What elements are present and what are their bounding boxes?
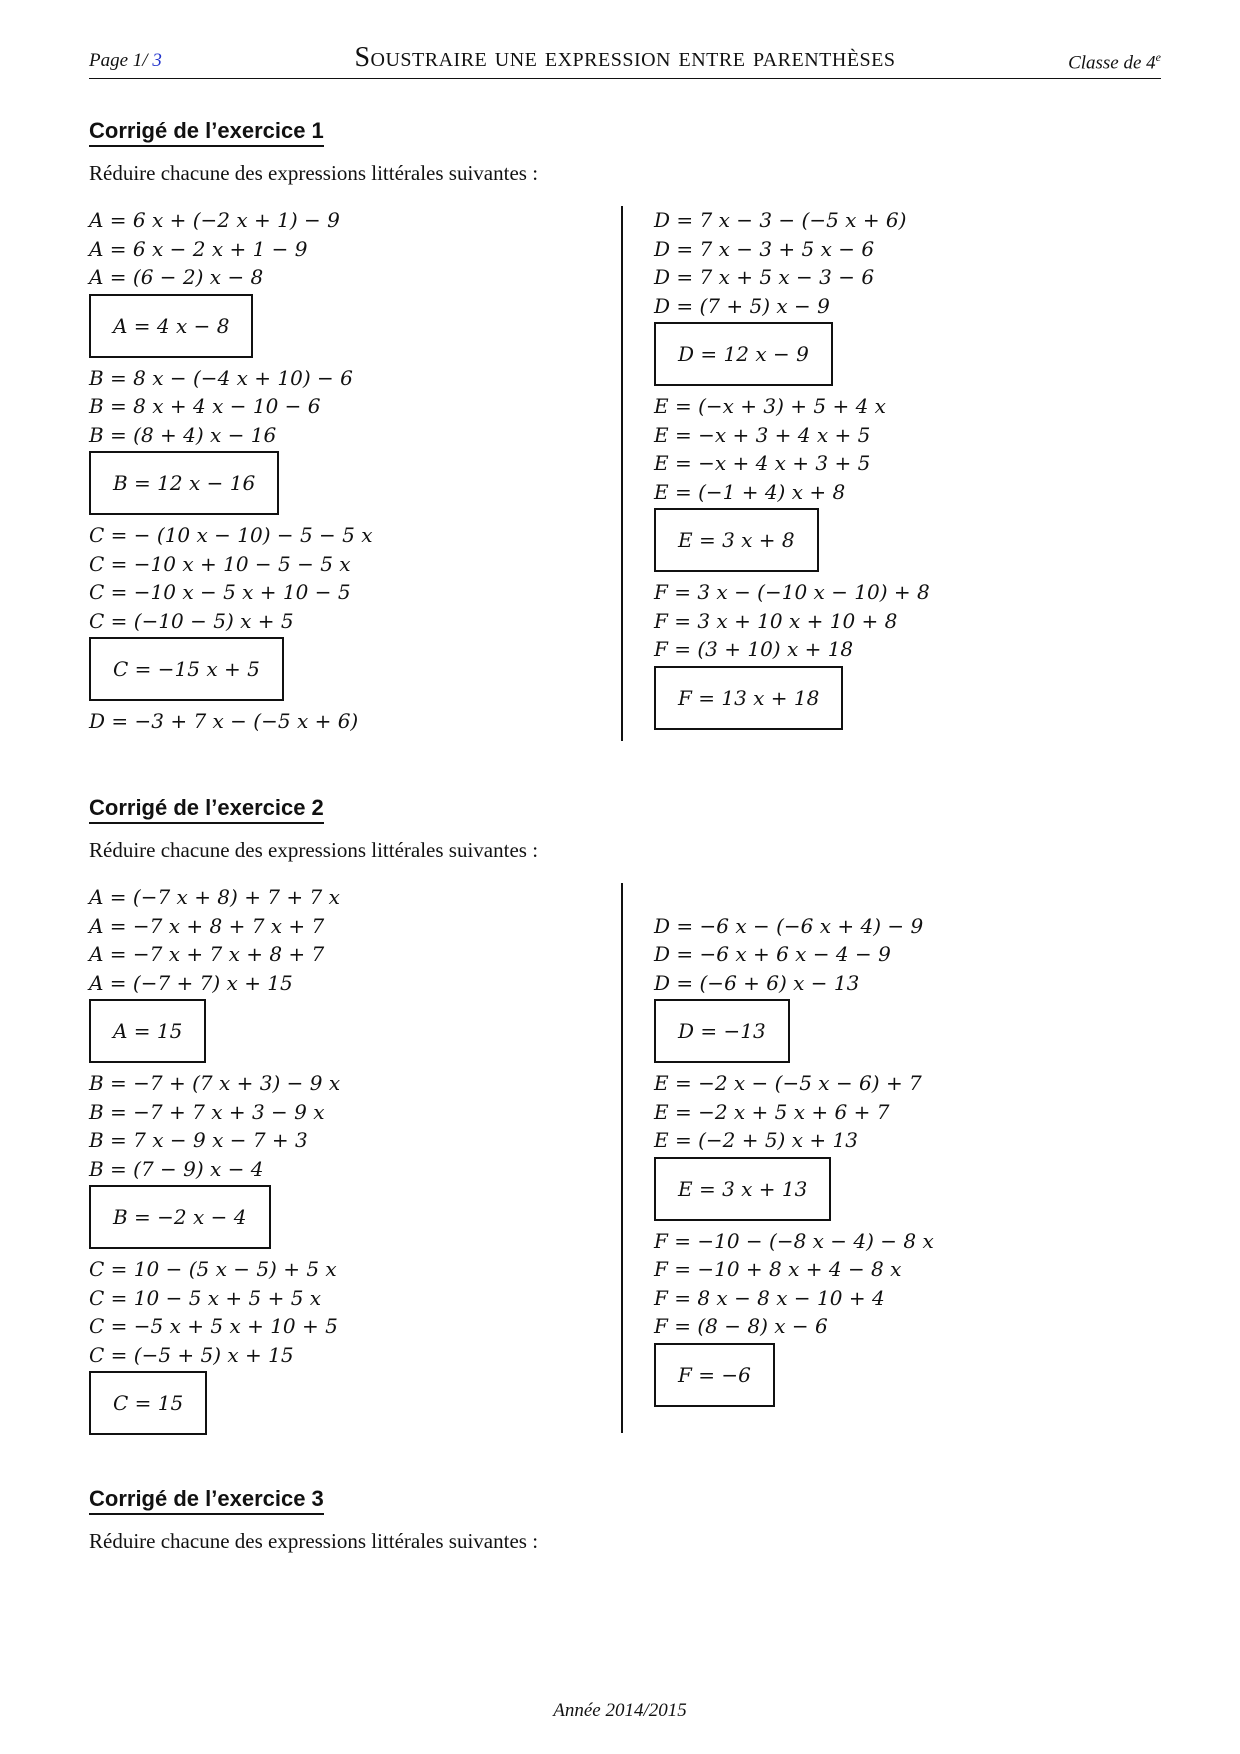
equation-line: F = 8 x − 8 x − 10 + 4 [654, 1285, 885, 1310]
class-label: Classe de 4e [1068, 50, 1161, 74]
equation-line: A = (6 − 2) x − 8 [89, 265, 264, 289]
equation-line: B = −7 + 7 x + 3 − 9 x [89, 1099, 325, 1124]
equation-line: E = (−x + 3) + 5 + 4 x [654, 394, 886, 418]
exercise-3 [89, 1486, 1161, 1554]
equation-line: B = 8 x + 4 x − 10 − 6 [89, 394, 321, 418]
equation-line: C = − (10 x − 10) − 5 − 5 x [89, 523, 373, 547]
equation-line: D = 7 x − 3 + 5 x − 6 [654, 236, 875, 261]
exercise-3-instruction: Réduire chacune des expressions littérales suivantes : [89, 1529, 539, 1553]
equation-line: C = −10 x − 5 x + 10 − 5 [89, 580, 351, 604]
equation-line: A = (−7 + 7) x + 15 [89, 970, 293, 995]
answer-box: C = 15 [89, 1371, 207, 1435]
answer-box: F = −6 [654, 1343, 775, 1407]
equation-line: F = 3 x + 10 x + 10 + 8 [654, 608, 898, 633]
equation-line: E = −2 x − (−5 x − 6) + 7 [654, 1071, 922, 1095]
equation-line: B = −7 + (7 x + 3) − 9 x [89, 1071, 341, 1095]
page-total-link[interactable]: 3 [152, 50, 162, 71]
page-header [89, 40, 1161, 79]
exercise-2-title: Corrigé de l’exercice 2 [89, 795, 324, 824]
exercise-2-right-column [654, 883, 1154, 1413]
exercise-1-right-column [654, 206, 1154, 736]
equation-line: C = (−10 − 5) x + 5 [89, 608, 294, 633]
page-footer: Année 2014/2015 [553, 1700, 687, 1721]
equation-line: F = −10 + 8 x + 4 − 8 x [654, 1257, 902, 1281]
equation-line: D = (−6 + 6) x − 13 [654, 970, 860, 995]
equation-line: A = −7 x + 7 x + 8 + 7 [89, 942, 325, 966]
answer-box: D = 12 x − 9 [654, 322, 833, 386]
exercise-1-left-column [89, 206, 589, 736]
equation-line: A = −7 x + 8 + 7 x + 7 [89, 913, 325, 938]
exercise-1 [89, 118, 1161, 733]
equation-line: C = 10 − 5 x + 5 + 5 x [89, 1285, 322, 1310]
answer-box: A = 4 x − 8 [89, 294, 253, 358]
answer-box: F = 13 x + 18 [654, 666, 843, 730]
equation-line: E = −x + 3 + 4 x + 5 [654, 422, 871, 447]
equation-line: E = (−2 + 5) x + 13 [654, 1128, 858, 1152]
column-divider [621, 206, 623, 741]
equation-line: E = −x + 4 x + 3 + 5 [654, 451, 871, 475]
answer-box: E = 3 x + 8 [654, 508, 819, 572]
equation-line: A = (−7 x + 8) + 7 + 7 x [89, 885, 340, 909]
equation-line: A = 6 x + (−2 x + 1) − 9 [89, 208, 340, 232]
equation-line: A = 6 x − 2 x + 1 − 9 [89, 236, 308, 261]
answer-box: B = −2 x − 4 [89, 1185, 271, 1249]
answer-box: E = 3 x + 13 [654, 1157, 831, 1221]
equation-line: B = 8 x − (−4 x + 10) − 6 [89, 365, 353, 390]
equation-line: D = 7 x − 3 − (−5 x + 6) [654, 208, 907, 232]
answer-box: A = 15 [89, 999, 206, 1063]
equation-line: B = (8 + 4) x − 16 [89, 422, 277, 447]
answer-box: C = −15 x + 5 [89, 637, 284, 701]
equation-line: C = −10 x + 10 − 5 − 5 x [89, 551, 351, 576]
equation-line: D = (7 + 5) x − 9 [654, 293, 830, 318]
equation-line: F = 3 x − (−10 x − 10) + 8 [654, 580, 930, 604]
equation-line: D = −6 x − (−6 x + 4) − 9 [654, 913, 924, 938]
exercise-2-instruction: Réduire chacune des expressions littérales suivantes : [89, 838, 539, 862]
equation-line: C = 10 − (5 x − 5) + 5 x [89, 1257, 337, 1281]
equation-line: F = −10 − (−8 x − 4) − 8 x [654, 1228, 934, 1253]
exercise-2 [89, 795, 1161, 1415]
exercise-3-title: Corrigé de l’exercice 3 [89, 1486, 324, 1515]
exercise-1-title: Corrigé de l’exercice 1 [89, 118, 324, 147]
equation-line: B = (7 − 9) x − 4 [89, 1156, 264, 1181]
equation-line: B = 7 x − 9 x − 7 + 3 [89, 1128, 308, 1152]
answer-box: D = −13 [654, 999, 790, 1063]
equation-line: D = 7 x + 5 x − 3 − 6 [654, 265, 875, 289]
exercise-1-instruction: Réduire chacune des expressions littérales suivantes : [89, 161, 539, 185]
equation-line: F = (8 − 8) x − 6 [654, 1314, 828, 1338]
equation-line: F = (3 + 10) x + 18 [654, 637, 854, 661]
answer-box: B = 12 x − 16 [89, 451, 279, 515]
equation-line: D = −6 x + 6 x − 4 − 9 [654, 942, 891, 966]
exercise-2-left-column [89, 883, 589, 1441]
page-title: Soustraire une expression entre parenthèses [354, 42, 896, 73]
page-number: Page 1/ 3 [89, 50, 162, 71]
equation-line: E = −2 x + 5 x + 6 + 7 [654, 1099, 890, 1124]
equation-line: D = −3 + 7 x − (−5 x + 6) [89, 709, 359, 733]
column-divider [621, 883, 623, 1433]
equation-line: C = (−5 + 5) x + 15 [89, 1342, 294, 1367]
equation-line: C = −5 x + 5 x + 10 + 5 [89, 1314, 338, 1338]
equation-line: E = (−1 + 4) x + 8 [654, 479, 846, 504]
